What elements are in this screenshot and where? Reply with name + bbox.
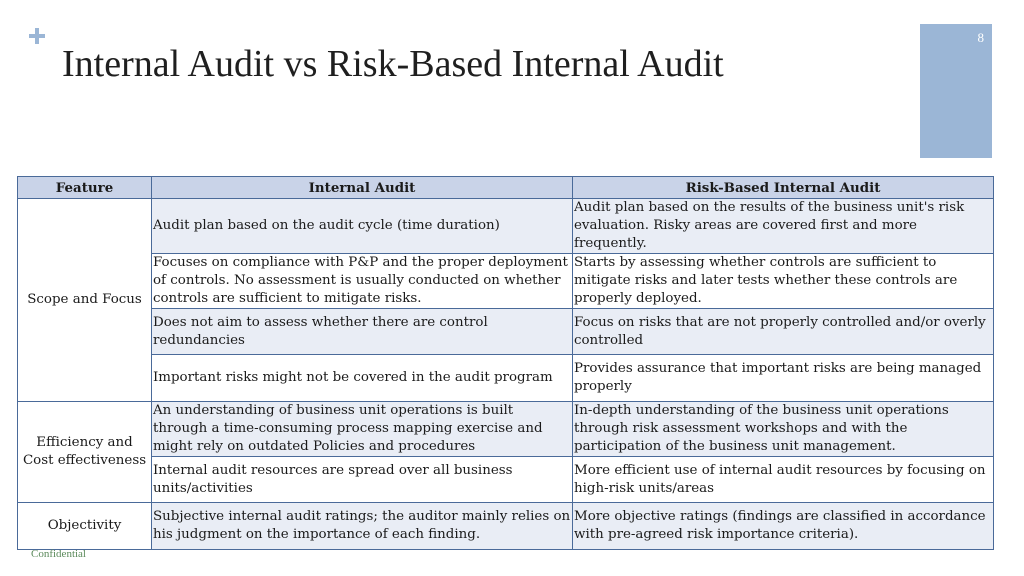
page-number-box	[920, 24, 992, 158]
page-number: 8	[977, 30, 984, 45]
feature-cell: Efficiency and Cost effectiveness	[18, 402, 152, 503]
page-title: Internal Audit vs Risk-Based Internal Audit	[62, 43, 724, 85]
risk-based-cell: More efficient use of internal audit resources by focusing on high-risk units/areas	[573, 457, 994, 503]
table-row	[18, 457, 994, 503]
internal-audit-cell: Internal audit resources are spread over all business units/activities	[152, 457, 573, 503]
risk-based-cell: Starts by assessing whether controls are sufficient to mitigate risks and later tests whether these controls are properly deployed.	[573, 254, 994, 309]
risk-based-cell: In-depth understanding of the business unit operations through risk assessment workshops and with the participation of the business unit management.	[573, 402, 994, 457]
table-row	[18, 254, 994, 309]
feature-cell: Objectivity	[18, 503, 152, 550]
risk-based-cell: Audit plan based on the results of the business unit's risk evaluation. Risky areas are covered first and more frequently.	[573, 199, 994, 254]
internal-audit-cell: An understanding of business unit operations is built through a time-consuming process mapping exercise and might rely on outdated Policies and procedures	[152, 402, 573, 457]
header-feature: Feature	[18, 177, 152, 199]
risk-based-cell: More objective ratings (findings are classified in accordance with pre-agreed risk importance criteria).	[573, 503, 994, 550]
internal-audit-cell: Audit plan based on the audit cycle (time duration)	[152, 199, 573, 254]
header-risk-based-audit: Risk-Based Internal Audit	[573, 177, 994, 199]
table-row	[18, 309, 994, 355]
risk-based-cell: Focus on risks that are not properly controlled and/or overly controlled	[573, 309, 994, 355]
risk-based-cell: Provides assurance that important risks are being managed properly	[573, 355, 994, 402]
table-row	[18, 199, 994, 254]
plus-icon	[27, 26, 47, 46]
header-internal-audit: Internal Audit	[152, 177, 573, 199]
table-header-row	[18, 177, 994, 199]
comparison-table	[17, 176, 994, 550]
internal-audit-cell: Subjective internal audit ratings; the auditor mainly relies on his judgment on the importance of each finding.	[152, 503, 573, 550]
feature-cell: Scope and Focus	[18, 199, 152, 402]
table-row	[18, 503, 994, 550]
internal-audit-cell: Focuses on compliance with P&P and the proper deployment of controls. No assessment is usually conducted on whether controls are sufficient to mitigate risks.	[152, 254, 573, 309]
internal-audit-cell: Does not aim to assess whether there are control redundancies	[152, 309, 573, 355]
table-row	[18, 355, 994, 402]
footer-confidential: Confidential	[31, 548, 86, 560]
internal-audit-cell: Important risks might not be covered in the audit program	[152, 355, 573, 402]
table-row	[18, 402, 994, 457]
